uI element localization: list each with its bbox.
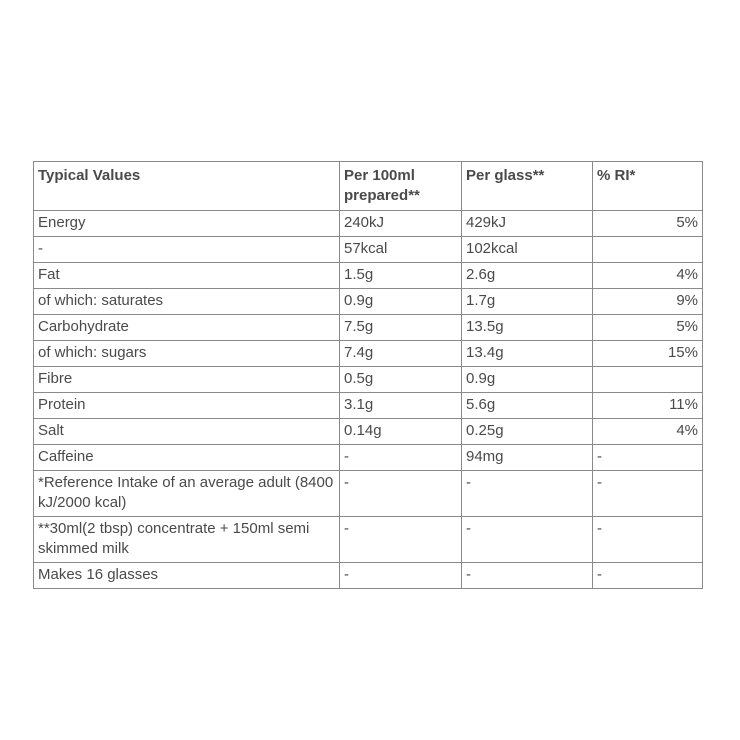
row-label: of which: sugars	[34, 341, 340, 367]
row-label: Fat	[34, 263, 340, 289]
header-ri: % RI*	[593, 162, 703, 211]
ri-value	[593, 237, 703, 263]
per-glass-value: 429kJ	[462, 211, 593, 237]
ri-value: -	[593, 563, 703, 589]
per-100ml-value: 0.14g	[340, 419, 462, 445]
ri-value	[593, 367, 703, 393]
table-row	[34, 263, 703, 289]
table-row	[34, 211, 703, 237]
per-100ml-value: 7.5g	[340, 315, 462, 341]
ri-value: -	[593, 445, 703, 471]
row-label: Carbohydrate	[34, 315, 340, 341]
per-glass-value: 13.4g	[462, 341, 593, 367]
per-100ml-value: 240kJ	[340, 211, 462, 237]
per-100ml-value: 0.5g	[340, 367, 462, 393]
row-label: -	[34, 237, 340, 263]
header-per-glass: Per glass**	[462, 162, 593, 211]
per-glass-value: -	[462, 563, 593, 589]
row-label: Caffeine	[34, 445, 340, 471]
table-row	[34, 341, 703, 367]
per-100ml-value: 7.4g	[340, 341, 462, 367]
table-row	[34, 563, 703, 589]
per-glass-value: -	[462, 517, 593, 563]
table-row	[34, 289, 703, 315]
table-row	[34, 517, 703, 563]
per-glass-value: 13.5g	[462, 315, 593, 341]
per-100ml-value: 1.5g	[340, 263, 462, 289]
table-row	[34, 315, 703, 341]
row-label: Fibre	[34, 367, 340, 393]
per-100ml-value: 0.9g	[340, 289, 462, 315]
per-glass-value: 102kcal	[462, 237, 593, 263]
per-100ml-value: 3.1g	[340, 393, 462, 419]
table-header-row	[34, 162, 703, 211]
per-glass-value: -	[462, 471, 593, 517]
row-label: *Reference Intake of an average adult (8400 kJ/2000 kcal)	[34, 471, 340, 517]
per-100ml-value: -	[340, 517, 462, 563]
per-100ml-value: -	[340, 563, 462, 589]
ri-value: 11%	[593, 393, 703, 419]
per-glass-value: 5.6g	[462, 393, 593, 419]
per-glass-value: 0.9g	[462, 367, 593, 393]
header-per-100ml: Per 100ml prepared**	[340, 162, 462, 211]
row-label: Protein	[34, 393, 340, 419]
ri-value: 4%	[593, 263, 703, 289]
per-100ml-value: 57kcal	[340, 237, 462, 263]
per-glass-value: 2.6g	[462, 263, 593, 289]
ri-value: 15%	[593, 341, 703, 367]
per-100ml-value: -	[340, 445, 462, 471]
table-row	[34, 393, 703, 419]
table-row	[34, 367, 703, 393]
row-label: Energy	[34, 211, 340, 237]
row-label: Makes 16 glasses	[34, 563, 340, 589]
table-row	[34, 445, 703, 471]
header-typical-values: Typical Values	[34, 162, 340, 211]
table-row	[34, 471, 703, 517]
per-glass-value: 1.7g	[462, 289, 593, 315]
ri-value: -	[593, 517, 703, 563]
per-100ml-value: -	[340, 471, 462, 517]
ri-value: 9%	[593, 289, 703, 315]
table-row	[34, 237, 703, 263]
nutrition-table	[33, 161, 703, 589]
ri-value: -	[593, 471, 703, 517]
ri-value: 5%	[593, 211, 703, 237]
row-label: Salt	[34, 419, 340, 445]
row-label: of which: saturates	[34, 289, 340, 315]
row-label: **30ml(2 tbsp) concentrate + 150ml semi skimmed milk	[34, 517, 340, 563]
ri-value: 5%	[593, 315, 703, 341]
ri-value: 4%	[593, 419, 703, 445]
table-row	[34, 419, 703, 445]
per-glass-value: 0.25g	[462, 419, 593, 445]
per-glass-value: 94mg	[462, 445, 593, 471]
